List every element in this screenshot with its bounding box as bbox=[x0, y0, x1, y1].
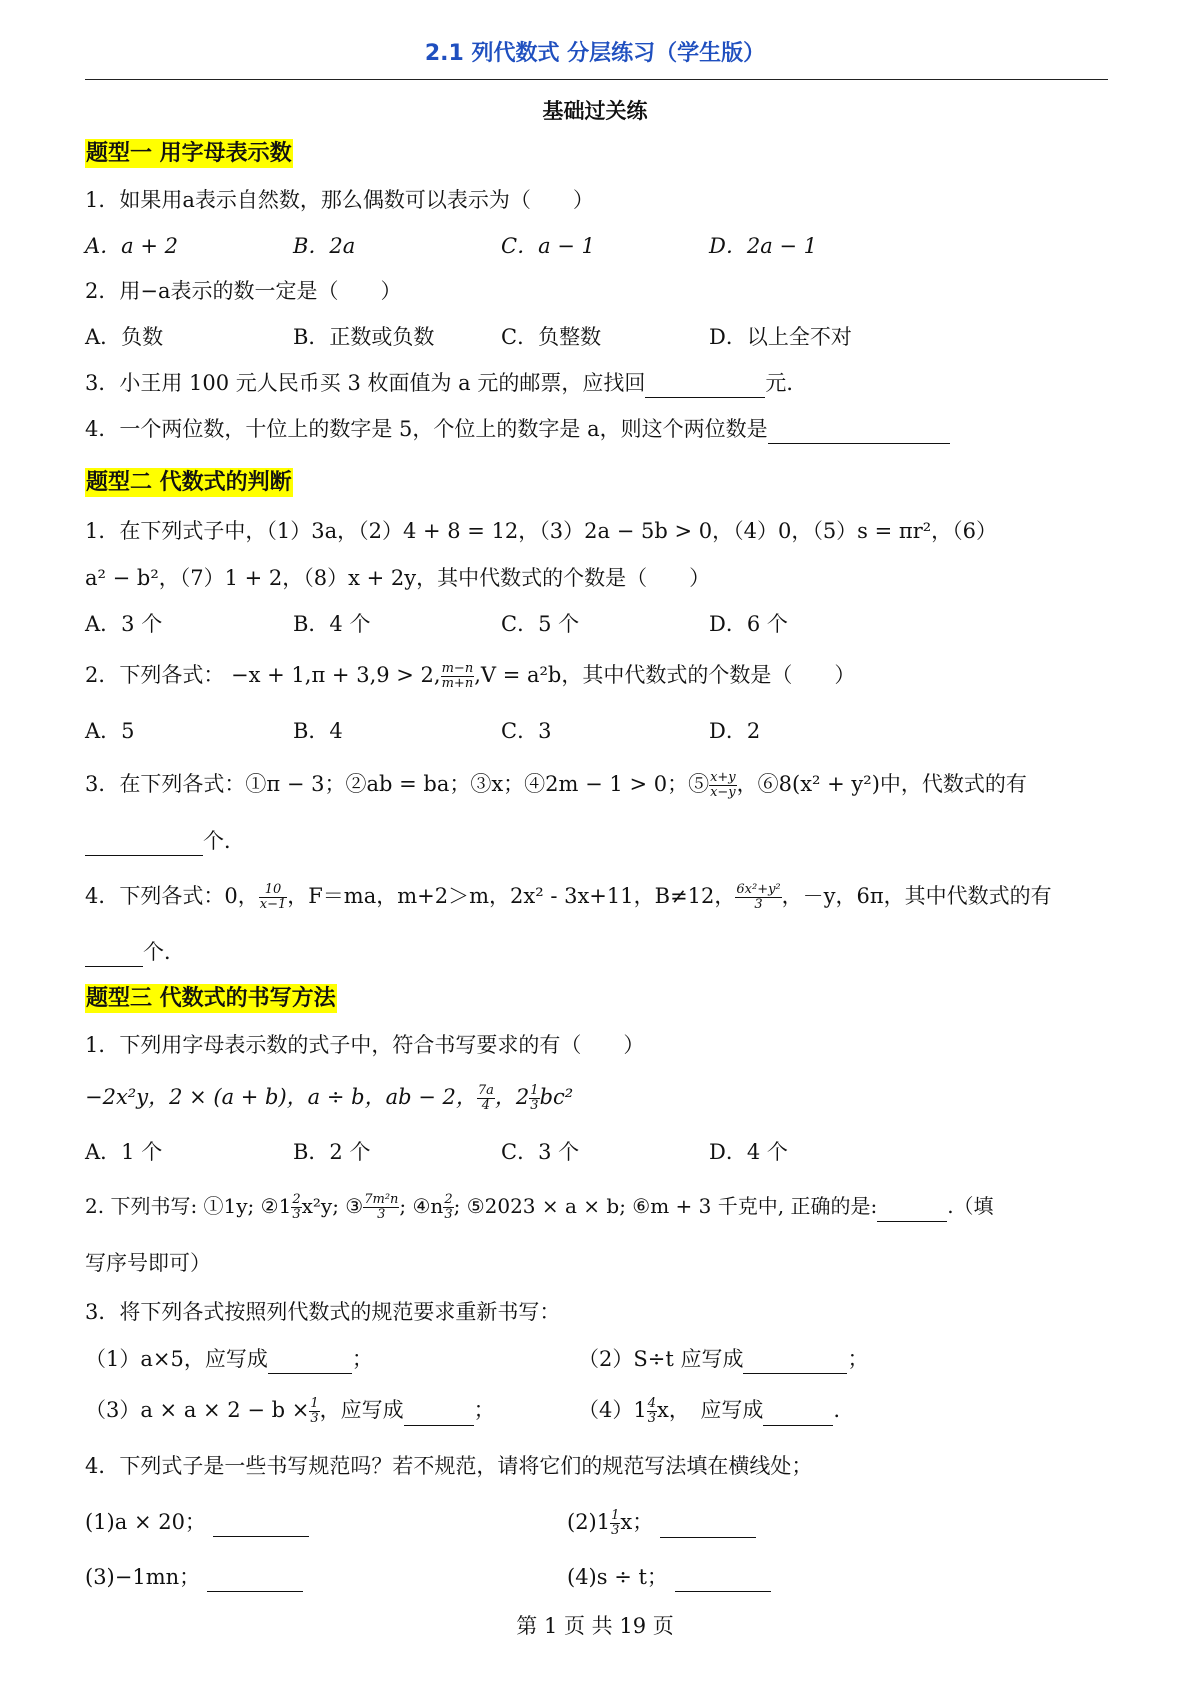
t3-q2-stem: 2. 下列书写: ①1y; ②1 $\frac{2}{3}$ x²y; ③ $\frac{\text{7m²n}}{3}$ ; ④n $\frac{2}{3}$ ; ⑤2023 × a × b; ⑥m + 3 千克中, 正确的是: .（填 bbox=[85, 1192, 994, 1222]
t1-q3: 3．小王用 100 元人民币买 3 枚面值为 a 元的邮票，应找回 元． bbox=[85, 368, 807, 398]
mixed-fraction: $\frac{1}{3}$ bbox=[611, 1508, 620, 1538]
t2-q2-stem: 2．下列各式： −x + 1,π + 3,9 > 2, $\frac{m-n}{m+n}$ ,V = a²b，其中代数式的个数是（ ） bbox=[85, 661, 856, 691]
option-a: A．3 个 bbox=[85, 612, 163, 636]
answer-blank[interactable] bbox=[404, 1403, 474, 1426]
fraction: $\frac{7a}{4}$ bbox=[477, 1083, 494, 1113]
t3-q4-stem: 4．下列式子是一些书写规范吗？若不规范，请将它们的规范写法填在横线处； bbox=[85, 1454, 813, 1478]
option-a: A．1 个 bbox=[85, 1140, 163, 1164]
option-c: C．5 个 bbox=[501, 612, 580, 636]
section-title: 基础过关练 bbox=[542, 99, 648, 123]
option-a: A．5 bbox=[85, 719, 135, 743]
option-b: B．2a bbox=[293, 234, 356, 258]
t1-q1-stem: 1．如果用a表示自然数，那么偶数可以表示为（ ） bbox=[85, 188, 594, 212]
t3-q2-line2: 写序号即可） bbox=[85, 1251, 211, 1275]
page-title: 2.1 列代数式 分层练习（学生版） bbox=[424, 41, 766, 66]
answer-blank[interactable] bbox=[877, 1199, 947, 1222]
t1-q2-stem: 2．用−a表示的数一定是（ ） bbox=[85, 279, 402, 303]
fraction: $\frac{x+y}{x-y}$ bbox=[710, 770, 736, 800]
fraction: $\frac{10}{x-1}$ bbox=[259, 882, 287, 912]
t3-q3-item4: （4）1 $\frac{4}{3}$ x， 应写成 . bbox=[578, 1396, 841, 1426]
fraction: $\frac{m-n}{m+n}$ bbox=[441, 661, 474, 691]
t3-q1-exprs: −2x²y，2 × (a + b)，a ÷ b，ab − 2， $\frac{7a}{4}$ ，2 $\frac{1}{3}$ bc² bbox=[85, 1083, 574, 1113]
answer-blank[interactable] bbox=[207, 1569, 303, 1592]
t2-q4-stem: 4．下列各式：0， $\frac{10}{x-1}$ ，F＝ma，m+2＞m，2x² - 3x+11，B≠12， $\frac{\text{6x²+y²}}{3}$ ，－y，6π，其中代数式的有 bbox=[85, 882, 1052, 912]
option-c: C．3 bbox=[501, 719, 552, 743]
t3-q1-stem: 1．下列用字母表示数的式子中，符合书写要求的有（ ） bbox=[85, 1033, 645, 1057]
fraction: $\frac{1}{3}$ bbox=[310, 1396, 319, 1426]
t2-q1-line2: a² − b²，（7）1 + 2，（8）x + 2y，其中代数式的个数是（ ） bbox=[85, 566, 711, 590]
answer-blank[interactable] bbox=[213, 1514, 309, 1537]
t2-q4-line2: 个． bbox=[85, 937, 185, 967]
option-d: D．6 个 bbox=[709, 612, 788, 636]
header-divider bbox=[85, 79, 1108, 80]
option-c: C．负整数 bbox=[501, 325, 602, 349]
option-d: D．2 bbox=[709, 719, 761, 743]
answer-blank[interactable] bbox=[85, 944, 143, 967]
mixed-fraction: $\frac{1}{3}$ bbox=[530, 1083, 539, 1113]
option-c: C．a − 1 bbox=[501, 234, 595, 258]
t1-q4: 4．一个两位数，十位上的数字是 5，个位上的数字是 a，则这个两位数是 bbox=[85, 414, 950, 444]
option-a: A．a + 2 bbox=[85, 234, 178, 258]
answer-blank[interactable] bbox=[675, 1569, 771, 1592]
option-b: B．2 个 bbox=[293, 1140, 371, 1164]
type1-heading: 题型一 用字母表示数 bbox=[86, 141, 292, 166]
mixed-fraction: $\frac{2}{3}$ bbox=[444, 1192, 453, 1222]
t2-q3-line2: 个． bbox=[85, 826, 245, 856]
answer-blank[interactable] bbox=[645, 375, 765, 398]
answer-blank[interactable] bbox=[743, 1351, 847, 1374]
t3-q3-item1: （1）a×5，应写成 ； bbox=[85, 1344, 373, 1374]
t2-q1-line1: 1．在下列式子中，（1）3a，（2）4 + 8 = 12，（3）2a − 5b > 0，（4）0，（5）s = πr²，（6） bbox=[85, 519, 998, 543]
option-b: B．正数或负数 bbox=[293, 325, 435, 349]
answer-blank[interactable] bbox=[85, 833, 203, 856]
option-d: D．4 个 bbox=[709, 1140, 788, 1164]
option-b: B．4 bbox=[293, 719, 343, 743]
answer-blank[interactable] bbox=[660, 1515, 756, 1538]
fraction: $\frac{\text{6x²+y²}}{3}$ bbox=[736, 882, 781, 912]
t3-q3-stem: 3．将下列各式按照列代数式的规范要求重新书写： bbox=[85, 1300, 561, 1324]
t3-q3-item3: （3）a × a × 2 − b × $\frac{1}{3}$ ，应写成 ； bbox=[85, 1396, 495, 1426]
t3-q4-item2: (2)1 $\frac{1}{3}$ x； bbox=[567, 1507, 756, 1538]
option-a: A．负数 bbox=[85, 325, 164, 349]
t2-q3-stem: 3．在下列各式：①π − 3；②ab = ba；③x；④2m − 1 > 0；⑤ $\frac{x+y}{x-y}$ ，⑥8(x² + y²)中，代数式的有 bbox=[85, 770, 1027, 800]
option-b: B．4 个 bbox=[293, 612, 371, 636]
mixed-fraction: $\frac{2}{3}$ bbox=[292, 1192, 301, 1222]
type2-heading: 题型二 代数式的判断 bbox=[86, 470, 292, 495]
mixed-fraction: $\frac{4}{3}$ bbox=[647, 1396, 657, 1426]
page-footer: 第 1 页 共 19 页 bbox=[516, 1614, 674, 1638]
t3-q4-item1: (1)a × 20； bbox=[85, 1507, 309, 1537]
option-d: D．以上全不对 bbox=[709, 325, 852, 349]
answer-blank[interactable] bbox=[763, 1403, 833, 1426]
option-d: D．2a − 1 bbox=[709, 234, 818, 258]
option-c: C．3 个 bbox=[501, 1140, 580, 1164]
t3-q3-item2: （2）S÷t 应写成 ； bbox=[578, 1344, 868, 1374]
t3-q4-item3: (3)−1mn； bbox=[85, 1562, 303, 1592]
t3-q4-item4: (4)s ÷ t； bbox=[567, 1562, 771, 1592]
answer-blank[interactable] bbox=[268, 1351, 352, 1374]
type3-heading: 题型三 代数式的书写方法 bbox=[86, 986, 336, 1011]
answer-blank[interactable] bbox=[768, 421, 950, 444]
fraction: $\frac{\text{7m²n}}{3}$ bbox=[364, 1192, 399, 1222]
